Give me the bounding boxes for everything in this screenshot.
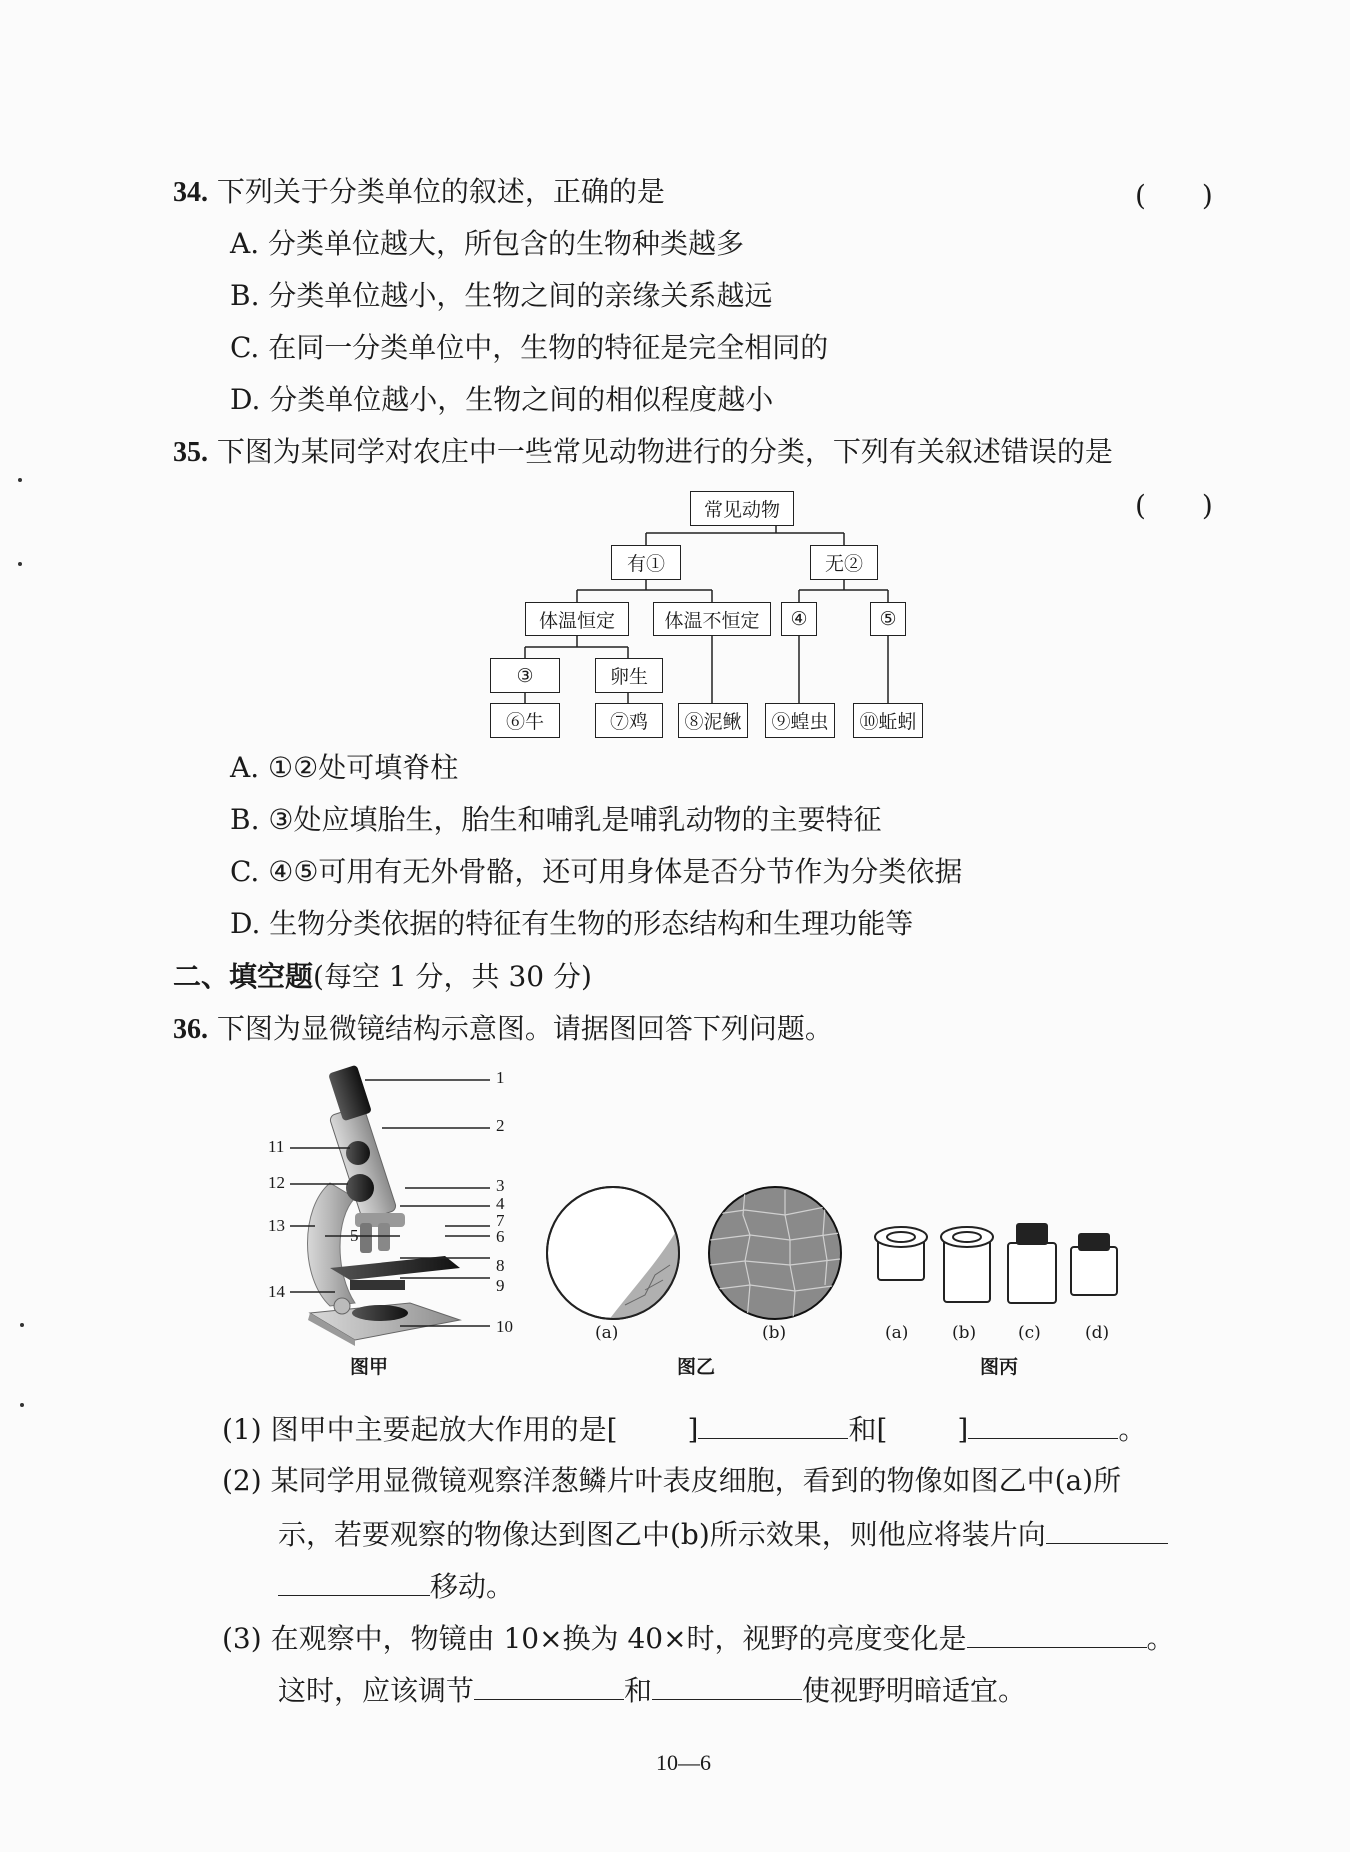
q34-number: 34. xyxy=(173,177,208,208)
q36-p3-blank2[interactable] xyxy=(474,1671,624,1700)
q36-stem-line xyxy=(173,1011,833,1048)
tree-node-4: ④ xyxy=(781,602,817,636)
part-label-3: 3 xyxy=(496,1176,505,1195)
q36-part3-line2 xyxy=(278,1671,1026,1709)
q35-number: 35. xyxy=(173,437,208,468)
section2-heading xyxy=(173,959,592,995)
q36-p3-blank3[interactable] xyxy=(652,1671,802,1700)
q34-option-b: B. 分类单位越小，生物之间的亲缘关系越远 xyxy=(230,279,773,312)
part-label-6: 6 xyxy=(496,1227,505,1246)
q36-p2-line3: 移动。 xyxy=(430,1570,515,1603)
microscope-illustration xyxy=(260,1058,520,1348)
figure-jia-caption: 图甲 xyxy=(350,1356,389,1378)
q36-p3-blank1[interactable] xyxy=(967,1619,1147,1648)
part-label-8: 8 xyxy=(496,1256,505,1275)
part-label-9: 9 xyxy=(496,1276,505,1295)
field-of-view-images xyxy=(545,1185,845,1330)
tree-node-variable-temp: 体温不恒定 xyxy=(653,602,771,636)
tree-leaf-locust: ⑨蝗虫 xyxy=(765,703,835,738)
part-label-1: 1 xyxy=(496,1068,505,1087)
q36-p3-line2-b: 和 xyxy=(624,1674,653,1707)
figure-bing-caption: 图丙 xyxy=(980,1356,1019,1378)
q36-p1-and: 和[ xyxy=(848,1413,888,1446)
tree-node-3: ③ xyxy=(490,658,560,693)
section2-note: (每空 1 分，共 30 分) xyxy=(313,960,592,993)
part-label-13: 13 xyxy=(268,1216,285,1235)
margin-mark xyxy=(20,1323,24,1327)
q36-p2-blank2[interactable] xyxy=(278,1567,430,1596)
q35-answer-paren[interactable]: ( ) xyxy=(1135,489,1213,522)
part-label-5: 5 xyxy=(350,1226,359,1245)
section2-title: 二、填空题 xyxy=(173,960,314,993)
tree-node-5: ⑤ xyxy=(870,602,906,636)
q34-stem: 下列关于分类单位的叙述，正确的是 xyxy=(216,175,665,208)
part-label-2: 2 xyxy=(496,1116,505,1135)
q36-part1 xyxy=(222,1410,1146,1448)
part-label-14: 14 xyxy=(268,1282,285,1301)
q36-p1-blank2[interactable] xyxy=(968,1410,1118,1439)
q36-p1-bracket-close: ] xyxy=(687,1413,699,1446)
tree-leaf-cow: ⑥牛 xyxy=(490,703,560,738)
part-label-10: 10 xyxy=(496,1317,513,1336)
fig-bing-label-d: (d) xyxy=(1085,1323,1110,1343)
q36-p3-line2-a: 这时，应该调节 xyxy=(278,1674,475,1707)
tree-leaf-earthworm: ⑩蚯蚓 xyxy=(853,703,923,738)
q35-option-b: B. ③处应填胎生，胎生和哺乳是哺乳动物的主要特征 xyxy=(230,803,882,836)
fig-yi-label-a: (a) xyxy=(595,1323,619,1343)
q36-p1-blank1[interactable] xyxy=(698,1410,848,1439)
q36-p1-prefix: (1) 图甲中主要起放大作用的是[ xyxy=(222,1413,618,1446)
tree-leaf-chicken: ⑦鸡 xyxy=(595,703,663,738)
margin-mark xyxy=(20,1403,24,1407)
tree-node-constant-temp: 体温恒定 xyxy=(525,602,629,636)
fig-yi-label-b: (b) xyxy=(762,1323,787,1343)
tree-root-node: 常见动物 xyxy=(690,491,794,526)
q36-part3-line1 xyxy=(222,1619,1175,1657)
q35-option-c: C. ④⑤可用有无外骨骼，还可用身体是否分节作为分类依据 xyxy=(230,855,963,888)
q36-p3-line2-c: 使视野明暗适宜。 xyxy=(802,1674,1027,1707)
tree-node-oviparous: 卵生 xyxy=(595,658,663,693)
part-label-4: 4 xyxy=(496,1194,505,1213)
q35-option-a: A. ①②处可填脊柱 xyxy=(230,751,459,784)
tree-node-has-1: 有① xyxy=(611,545,681,580)
q35-stem: 下图为某同学对农庄中一些常见动物进行的分类，下列有关叙述错误的是 xyxy=(216,435,1113,468)
fig-bing-label-b: (b) xyxy=(952,1323,977,1343)
classification-tree-lines xyxy=(0,0,1350,760)
q36-stem: 下图为显微镜结构示意图。请据图回答下列问题。 xyxy=(216,1012,833,1045)
fig-bing-label-c: (c) xyxy=(1018,1323,1041,1343)
part-label-7: 7 xyxy=(496,1211,505,1230)
q36-p2-line2-row xyxy=(278,1515,1168,1553)
q36-p2-line1: (2) 某同学用显微镜观察洋葱鳞片叶表皮细胞，看到的物像如图乙中(a)所 xyxy=(222,1464,1122,1497)
part-label-11: 11 xyxy=(268,1137,285,1156)
q34-option-a: A. 分类单位越大，所包含的生物种类越多 xyxy=(230,227,745,260)
q36-p1-bracket2-close: ] xyxy=(957,1413,969,1446)
q36-p2-line3-row xyxy=(278,1567,514,1605)
q36-p2-blank1[interactable] xyxy=(1046,1515,1168,1544)
q36-p1-end: 。 xyxy=(1118,1413,1147,1446)
q34-answer-paren[interactable]: ( ) xyxy=(1135,179,1213,212)
q36-p2-line2: 示，若要观察的物像达到图乙中(b)所示效果，则他应将装片向 xyxy=(278,1518,1046,1551)
q36-p3-line1-end: 。 xyxy=(1146,1622,1175,1655)
tree-node-no-2: 无② xyxy=(810,545,878,580)
tree-leaf-loach: ⑧泥鳅 xyxy=(678,703,748,738)
q34-option-c: C. 在同一分类单位中，生物的特征是完全相同的 xyxy=(230,331,829,364)
q36-p3-line1: (3) 在观察中，物镜由 10×换为 40×时，视野的亮度变化是 xyxy=(222,1622,967,1655)
q34-option-d: D. 分类单位越小，生物之间的相似程度越小 xyxy=(230,383,774,416)
lens-illustrations xyxy=(868,1215,1138,1315)
part-label-12: 12 xyxy=(268,1173,285,1192)
figure-yi-caption: 图乙 xyxy=(677,1356,716,1378)
q36-number: 36. xyxy=(173,1014,208,1045)
page-number: 10—6 xyxy=(656,1750,711,1775)
q35-option-d: D. 生物分类依据的特征有生物的形态结构和生理功能等 xyxy=(230,907,914,940)
fig-bing-label-a: (a) xyxy=(885,1323,909,1343)
